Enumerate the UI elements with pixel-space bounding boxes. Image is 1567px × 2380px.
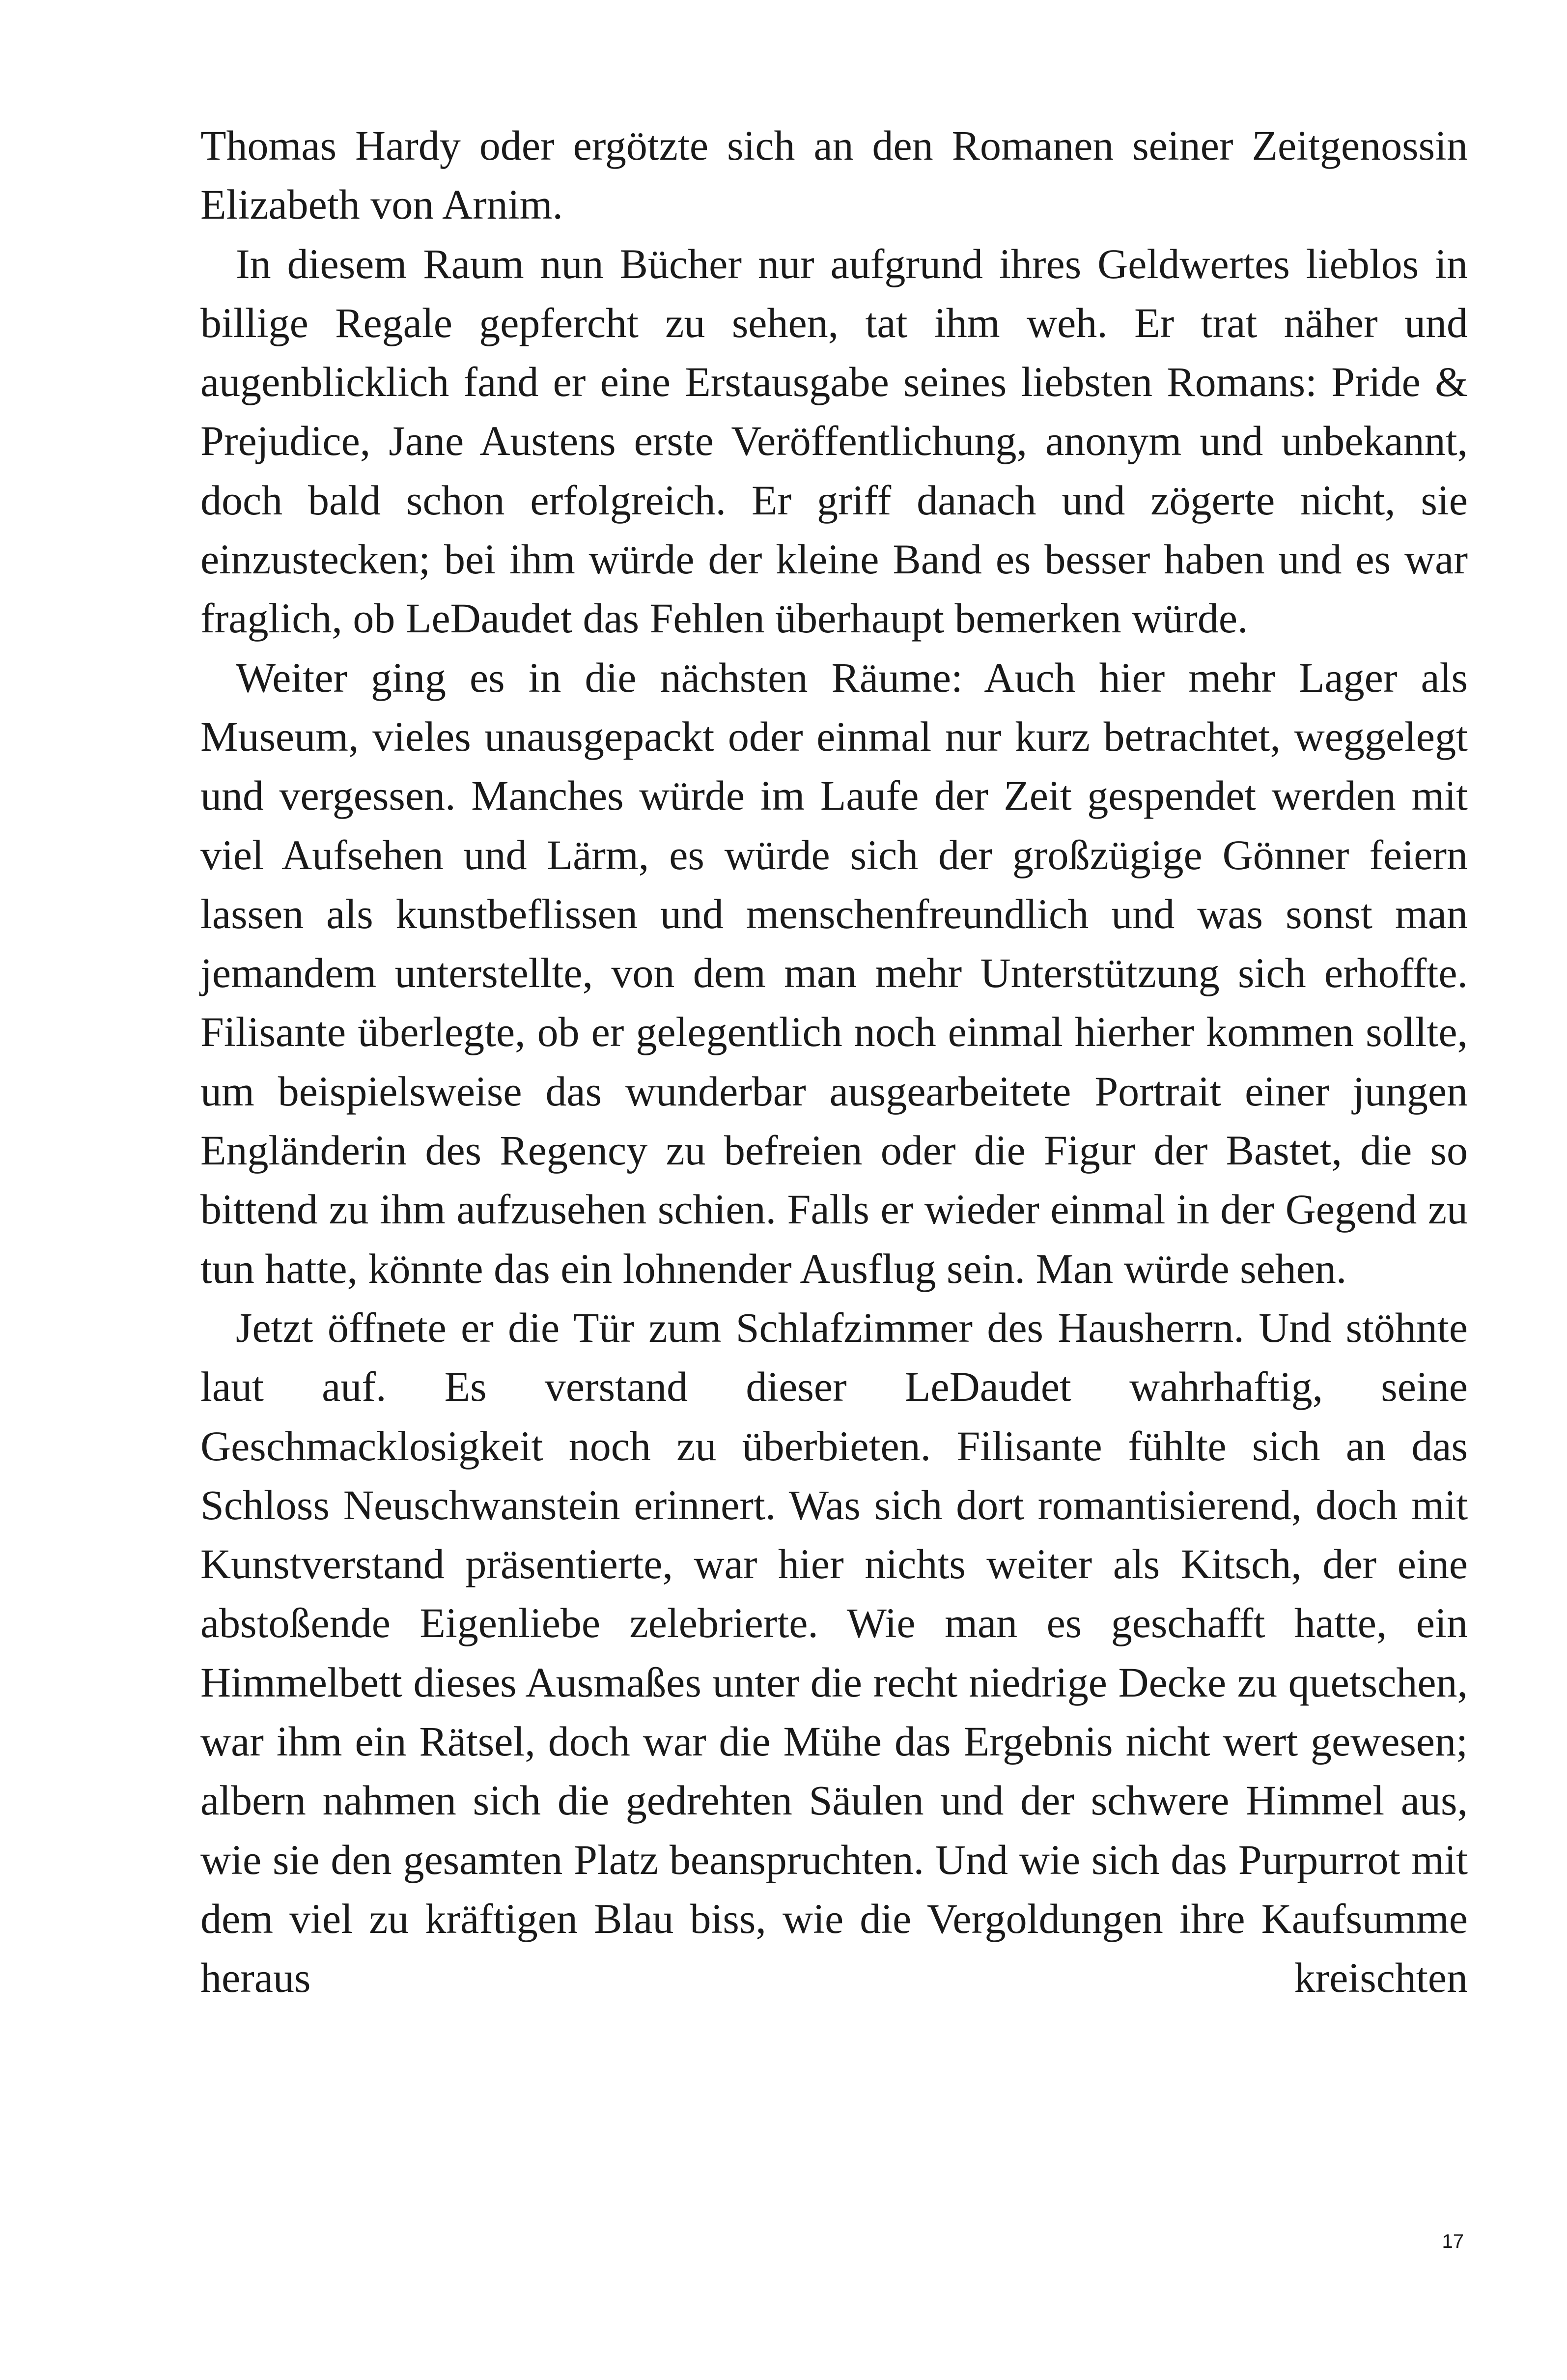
- paragraph-museum-rooms: Weiter ging es in die nächsten Räume: Auch hier mehr Lager als Museum, vieles unausgepackt oder einmal nur kurz betrachtet, weggelegt und vergessen. Manches würde im Laufe der Zeit gespendet werden mit viel Aufsehen und Lärm, es würde sich der großzügige Gönner feiern lassen als kunstbeflissen und menschenfreundlich und was sonst man jemandem unterstellte, von dem man mehr Unterstützung sich erhoffte. Filisante überlegte, ob er gelegentlich noch einmal hierher kommen sollte, um beispielsweise das wunderbar ausgearbeitete Portrait einer jungen Engländerin des Regency zu befreien oder die Figur der Bastet, die so bittend zu ihm aufzusehen schien. Falls er wieder einmal in der Gegend zu tun hatte, könnte das ein lohnender Ausflug sein. Man würde sehen.: [200, 653, 1468, 1292]
- page-number: 17: [1442, 2231, 1464, 2252]
- paragraph-bookshelf: In diesem Raum nun Bücher nur aufgrund ihres Geldwertes lieblos in billige Regale gepfercht zu sehen, tat ihm weh. Er trat näher und augenblicklich fand er eine Erstausgabe seines liebsten Romans: Pride & Prejudice, Jane Austens erste Veröffentlichung, anonym und unbekannt, doch bald schon erfolgreich. Er griff danach und zögerte nicht, sie einzustecken; bei ihm würde der kleine Band es besser haben und es war fraglich, ob LeDaudet das Fehlen überhaupt bemerken würde.: [200, 240, 1468, 642]
- paragraph-bedroom: Jetzt öffnete er die Tür zum Schlafzimmer des Hausherrn. Und stöhnte laut auf. Es verstand dieser LeDaudet wahrhaftig, seine Geschmacklosigkeit noch zu überbieten. Filisante fühlte sich an das Schloss Neuschwanstein erinnert. Was sich dort romantisierend, doch mit Kunstverstand präsentierte, war hier nichts weiter als Kitsch, der eine abstoßende Eigenliebe zelebrierte. Wie man es geschafft hatte, ein Himmelbett dieses Ausmaßes unter die recht niedrige Decke zu quetschen, war ihm ein Rätsel, doch war die Mühe das Ergebnis nicht wert gewesen; albern nahmen sich die gedrehten Säulen und der schwere Himmel aus, wie sie den gesamten Platz beanspruchten. Und wie sich das Purpurrot mit dem viel zu kräftigen Blau biss, wie die Vergoldungen ihre Kaufsumme heraus kreischten: [200, 1303, 1468, 2002]
- body-text: [200, 116, 1468, 2008]
- paragraph-continuation: Thomas Hardy oder ergötzte sich an den Romanen seiner Zeitgenossin Elizabeth von Arnim.: [200, 122, 1468, 228]
